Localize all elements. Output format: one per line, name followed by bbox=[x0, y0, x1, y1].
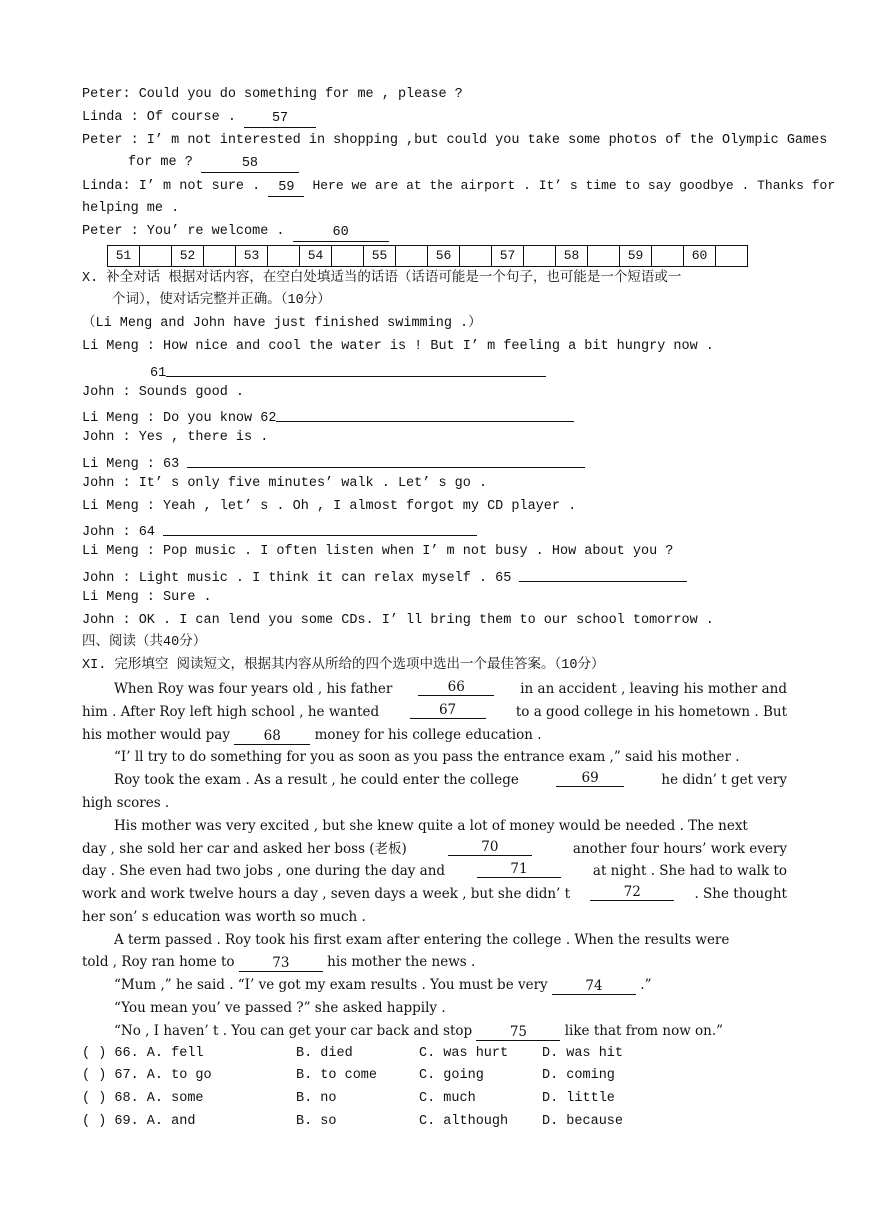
option-a[interactable]: ( ) 69. A. and bbox=[82, 1114, 196, 1130]
dialog-line: 61 bbox=[82, 359, 787, 382]
blank-74[interactable]: 74 bbox=[552, 978, 636, 995]
answer-table bbox=[107, 245, 748, 267]
section-title: XI. 完形填空 阅读短文，根据其内容从所给的四个选项中选出一个最佳答案。（10分） bbox=[82, 658, 605, 674]
dialog-line: for me ? 58 bbox=[82, 152, 787, 175]
answer-number: 55 bbox=[364, 245, 396, 266]
dialog-line: Li Meng : Do you know 62 bbox=[82, 404, 787, 427]
passage-line: told , Roy ran home to 73 his mother the news . bbox=[82, 954, 476, 972]
answer-number: 51 bbox=[108, 245, 140, 266]
answer-cell[interactable] bbox=[204, 245, 236, 266]
option-row bbox=[82, 1065, 787, 1088]
passage-line: “I’ ll try to do something for you as soon as you pass the entrance exam ,” said his mother . bbox=[114, 749, 740, 766]
blank-63[interactable] bbox=[187, 451, 585, 468]
passage-line: day . She even had two jobs , one during the day and 71 at night . She had to walk to bbox=[82, 861, 787, 880]
section-title: X. 补全对话 根据对话内容，在空白处填适当的话语（话语可能是一个句子，也可能是一个短语或一 bbox=[82, 270, 682, 286]
option-a[interactable]: ( ) 66. A. fell bbox=[82, 1045, 204, 1061]
option-b[interactable]: B. no bbox=[296, 1091, 337, 1107]
dialog-line: Peter: Could you do something for me , please ? bbox=[82, 87, 463, 102]
dialog-line: John : It’ s only five minutes’ walk . Let’ s go . bbox=[82, 475, 488, 491]
document-page bbox=[82, 84, 836, 1134]
blank-73[interactable]: 73 bbox=[239, 955, 323, 972]
passage-line: “No , I haven’ t . You can get your car back and stop 75 like that from now on.” bbox=[114, 1022, 724, 1040]
dialog-line: Linda: I’ m not sure . 59 Here we are at the airport . It’ s time to say goodbye . Thanks for bbox=[82, 178, 836, 196]
passage-line: His mother was very excited , but she knew quite a lot of money would be needed . The next bbox=[114, 817, 748, 834]
option-a[interactable]: ( ) 68. A. some bbox=[82, 1091, 204, 1107]
option-c[interactable]: C. much bbox=[419, 1091, 476, 1107]
answer-cell[interactable] bbox=[332, 245, 364, 266]
answer-number: 60 bbox=[684, 245, 716, 266]
answer-cell[interactable] bbox=[524, 245, 556, 266]
answer-number: 56 bbox=[428, 245, 460, 266]
option-d[interactable]: D. was hit bbox=[542, 1045, 624, 1061]
option-d[interactable]: D. little bbox=[542, 1091, 615, 1107]
option-a[interactable]: ( ) 67. A. to go bbox=[82, 1068, 212, 1084]
dialog-line: Peter : I’ m not interested in shopping ,but could you take some photos of the Olympic Games bbox=[82, 132, 828, 148]
passage-line: her son’ s education was worth so much . bbox=[82, 908, 366, 925]
option-b[interactable]: B. to come bbox=[296, 1068, 378, 1084]
answer-cell[interactable] bbox=[140, 245, 172, 266]
passage-line: work and work twelve hours a day , seven days a week , but she didn’ t 72 . She thought bbox=[82, 884, 787, 903]
blank-71[interactable]: 71 bbox=[477, 861, 561, 878]
blank-68[interactable]: 68 bbox=[234, 728, 310, 745]
blank-64[interactable] bbox=[163, 519, 477, 536]
answer-number: 53 bbox=[236, 245, 268, 266]
answer-cell[interactable] bbox=[268, 245, 300, 266]
blank-58[interactable]: 58 bbox=[201, 156, 299, 173]
dialog-line: Li Meng : Pop music . I often listen when I’ m not busy . How about you ? bbox=[82, 544, 674, 560]
option-row bbox=[82, 1088, 787, 1111]
dialog-line: John : Light music . I think it can relax myself . 65 bbox=[82, 564, 787, 587]
dialog-line: John : Sounds good . bbox=[82, 384, 245, 400]
passage-line: day , she sold her car and asked her boss (老板) 70 another four hours’ work every bbox=[82, 838, 787, 857]
passage-line: his mother would pay 68 money for his college education . bbox=[82, 726, 542, 744]
passage-line: him . After Roy left high school , he wanted 67 to a good college in his hometown . But bbox=[82, 701, 787, 720]
section-title-cont: 个词），使对话完整并正确。（10分） bbox=[112, 293, 331, 309]
passage-line: When Roy was four years old , his father 66 in an accident , leaving his mother and bbox=[114, 678, 787, 697]
part-heading: 四、阅读（共40分） bbox=[82, 635, 207, 651]
answer-cell[interactable] bbox=[460, 245, 492, 266]
answer-cell[interactable] bbox=[588, 245, 620, 266]
option-d[interactable]: D. coming bbox=[542, 1068, 615, 1084]
option-b[interactable]: B. so bbox=[296, 1114, 337, 1130]
blank-65[interactable] bbox=[519, 565, 687, 582]
answer-number: 58 bbox=[556, 245, 588, 266]
dialog-line: Li Meng : Sure . bbox=[82, 589, 212, 605]
blank-75[interactable]: 75 bbox=[476, 1024, 560, 1041]
dialog-line: John : Yes , there is . bbox=[82, 430, 269, 446]
dialog-line: John : 64 bbox=[82, 518, 787, 541]
answer-number: 59 bbox=[620, 245, 652, 266]
passage-line: “Mum ,” he said . “I’ ve got my exam results . You must be very 74 .” bbox=[114, 977, 652, 995]
blank-57[interactable]: 57 bbox=[244, 111, 316, 128]
answer-number: 54 bbox=[300, 245, 332, 266]
answer-cell[interactable] bbox=[716, 245, 748, 266]
passage-line: high scores . bbox=[82, 794, 170, 811]
answer-number: 57 bbox=[492, 245, 524, 266]
dialog-line: Li Meng : How nice and cool the water is ! But I’ m feeling a bit hungry now . bbox=[82, 338, 714, 354]
blank-61[interactable] bbox=[166, 360, 546, 377]
blank-72[interactable]: 72 bbox=[590, 884, 674, 901]
blank-70[interactable]: 70 bbox=[448, 839, 532, 856]
blank-62[interactable] bbox=[276, 405, 574, 422]
dialog-line: （Li Meng and John have just finished swimming .） bbox=[82, 316, 482, 332]
option-b[interactable]: B. died bbox=[296, 1045, 353, 1061]
blank-66[interactable]: 66 bbox=[418, 679, 494, 696]
passage-line: A term passed . Roy took his first exam after entering the college . When the results were bbox=[114, 931, 730, 948]
option-c[interactable]: C. going bbox=[419, 1068, 484, 1084]
dialog-line: Li Meng : Yeah , let’ s . Oh , I almost forgot my CD player . bbox=[82, 498, 577, 514]
option-c[interactable]: C. although bbox=[419, 1114, 509, 1130]
answer-cell[interactable] bbox=[396, 245, 428, 266]
dialog-line: Peter : You’ re welcome . 60 bbox=[82, 221, 787, 244]
dialog-line: John : OK . I can lend you some CDs. I’ ll bring them to our school tomorrow . bbox=[82, 612, 714, 628]
passage-line: “You mean you’ ve passed ?” she asked happily . bbox=[114, 1000, 446, 1017]
blank-59[interactable]: 59 bbox=[268, 180, 304, 197]
answer-cell[interactable] bbox=[652, 245, 684, 266]
passage-line: Roy took the exam . As a result , he could enter the college 69 he didn’ t get very bbox=[114, 770, 787, 789]
dialog-line: Linda : Of course . 57 bbox=[82, 107, 787, 130]
blank-67[interactable]: 67 bbox=[410, 702, 486, 719]
blank-60[interactable]: 60 bbox=[293, 225, 389, 242]
option-row bbox=[82, 1111, 787, 1134]
dialog-line: Li Meng : 63 bbox=[82, 450, 787, 473]
option-c[interactable]: C. was hurt bbox=[419, 1045, 509, 1061]
option-d[interactable]: D. because bbox=[542, 1114, 624, 1130]
answer-number: 52 bbox=[172, 245, 204, 266]
option-row bbox=[82, 1043, 787, 1066]
blank-69[interactable]: 69 bbox=[556, 770, 624, 787]
dialog-line: helping me . bbox=[82, 200, 180, 216]
